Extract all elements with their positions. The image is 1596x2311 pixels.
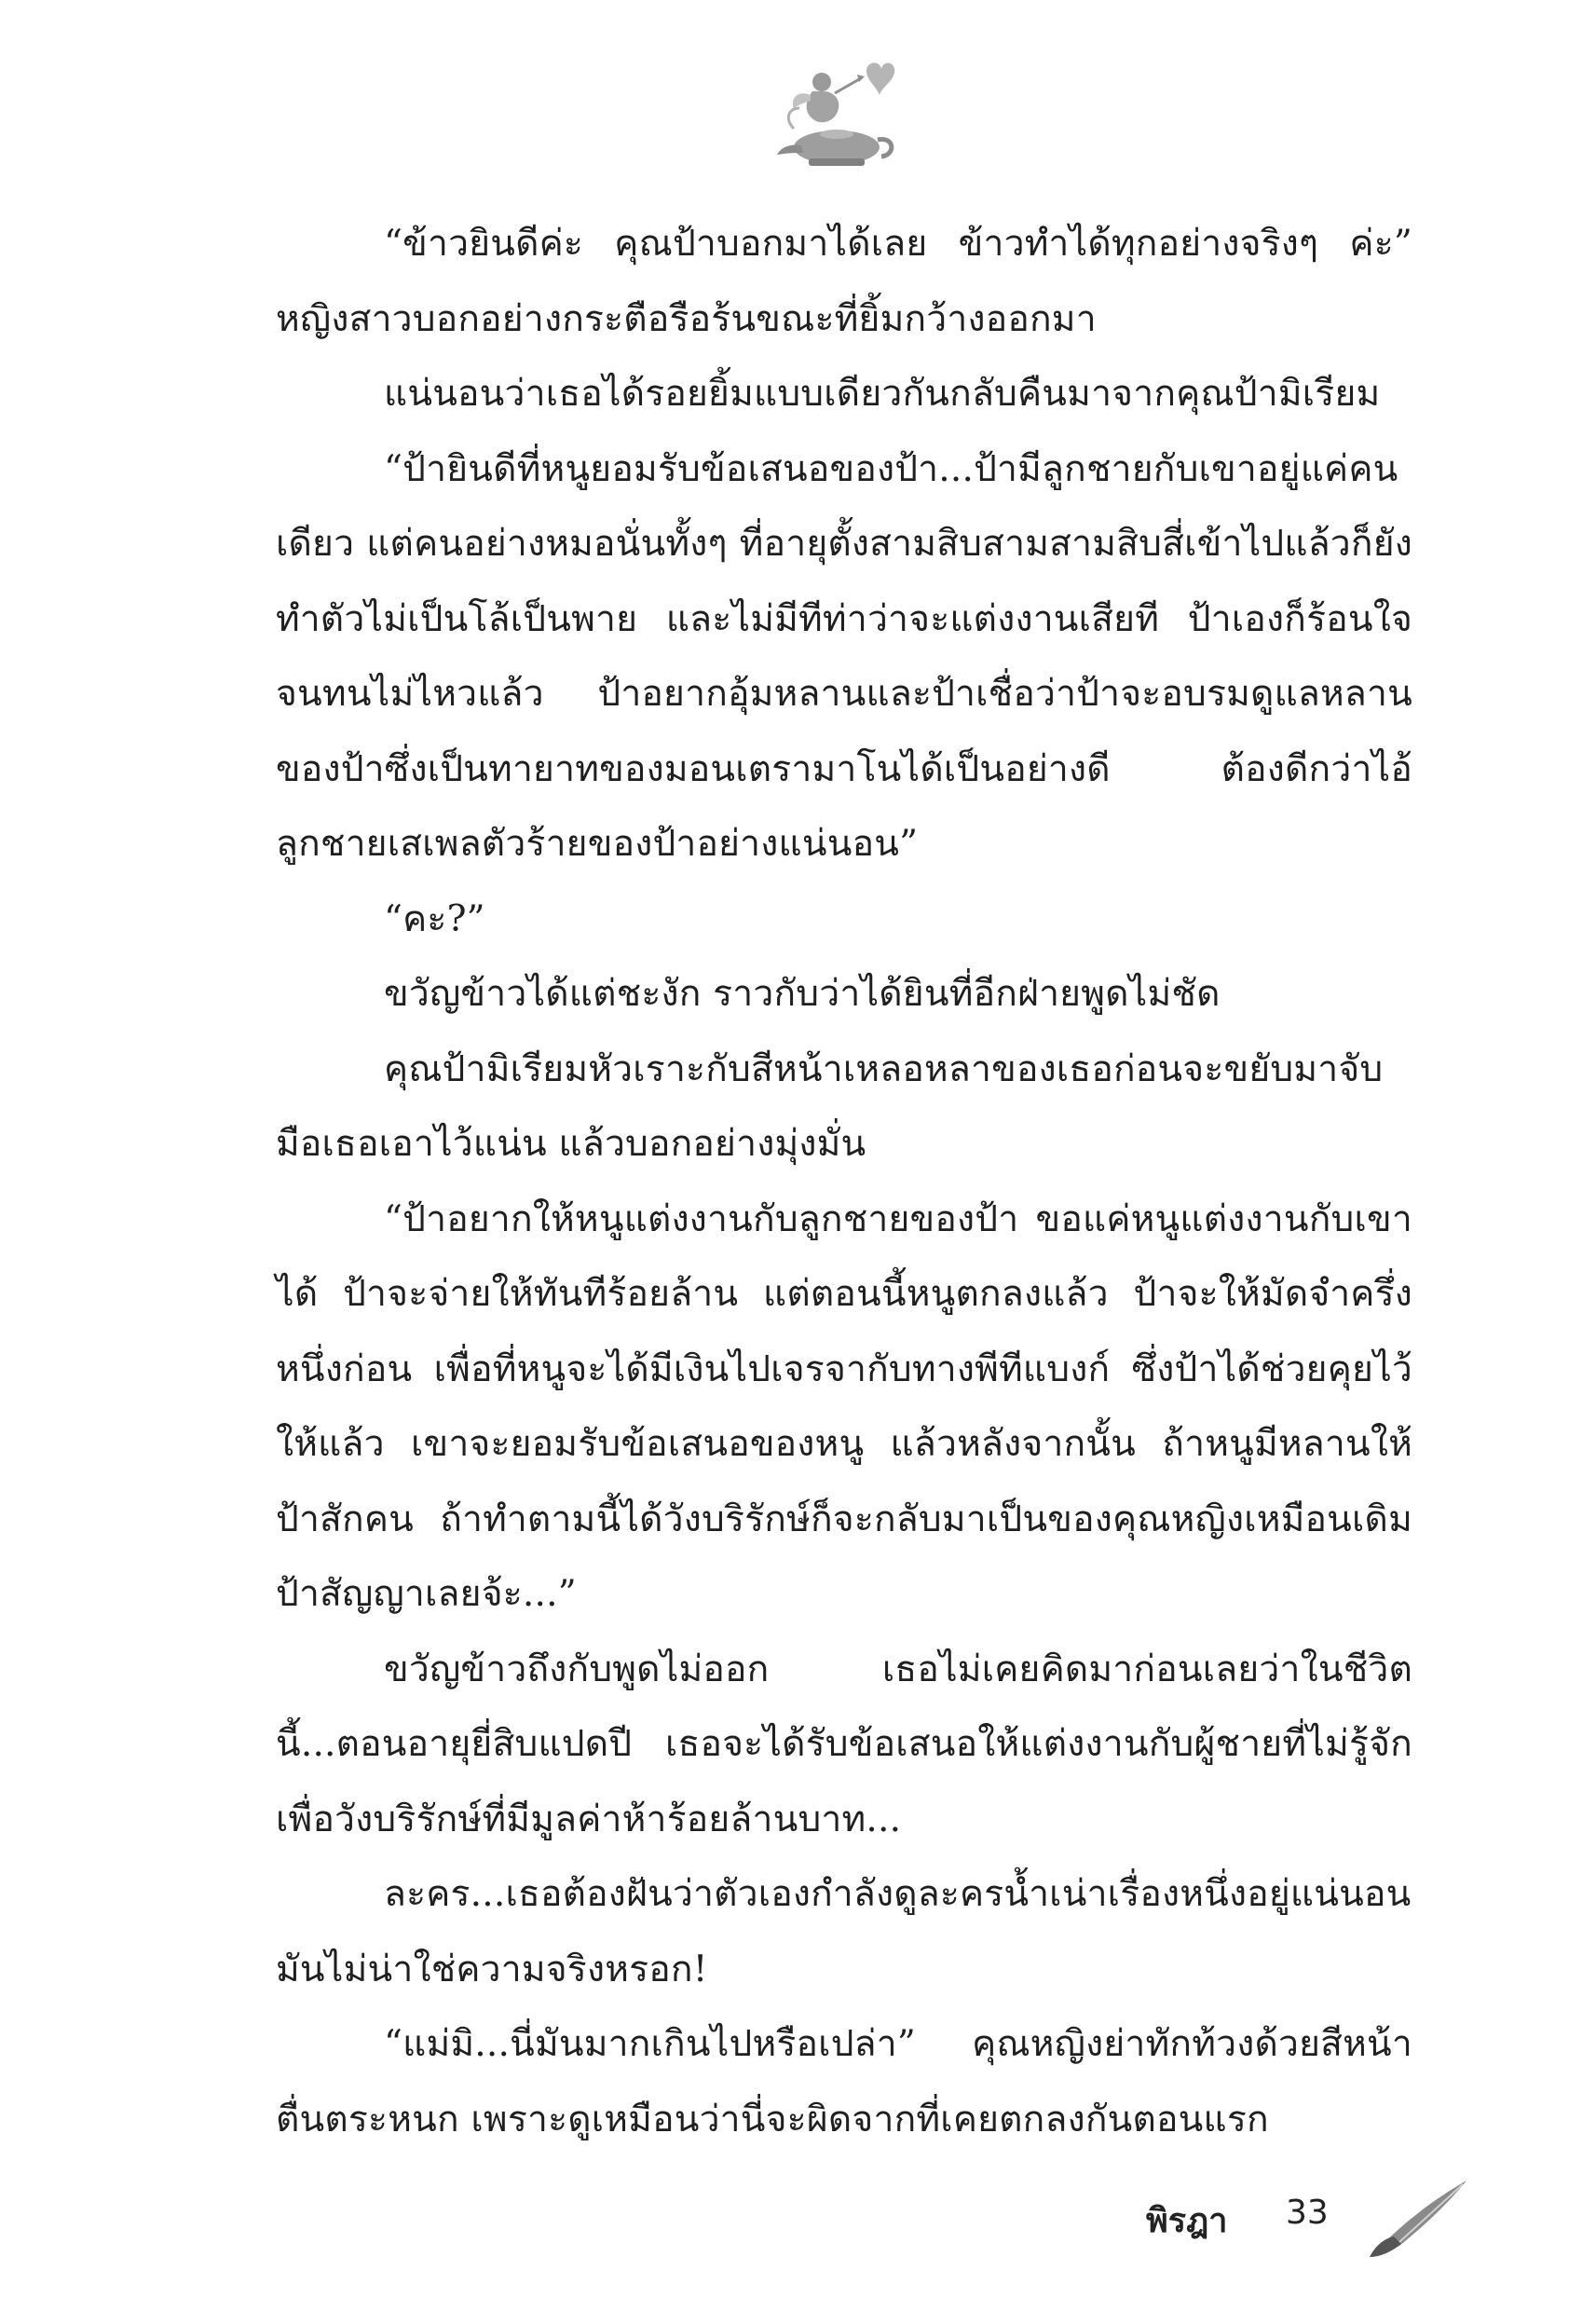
chapter-body [276,207,1412,2157]
paragraph: “คะ?” [384,897,485,940]
paragraph: ละคร...เธอต้องฝันว่าตัวเองกำลังดูละครน้ำเน่าเรื่องหนึ่งอยู่แน่นอน มันไม่น่าใช่ความจริงหรอก! [276,1873,1412,1990]
page-footer [1146,2171,1463,2264]
paragraph: ขวัญข้าวได้แต่ชะงัก ราวกับว่าได้ยินที่อีกฝ่ายพูดไม่ชัด [384,973,1221,1015]
paragraph: “ป้าอยากให้หนูแต่งงานกับลูกชายของป้า ขอแค่หนูแต่งงานกับเขาได้ ป้าจะจ่ายให้ทันทีร้อยล้าน แต่ตอนนี้หนูตกลงแล้ว ป้าจะให้มัดจำครึ่งหนึ่งก่อน เพื่อที่หนูจะได้มีเงินไปเจรจากับทางพีทีแบงก์ ซึ่งป้าได้ช่วยคุยไว้ให้แล้ว เขาจะยอมรับข้อเสนอของหนู แล้วหลังจากนั้น ถ้าหนูมีหลานให้ป้าสักคน ถ้าทำตามนี้ได้วังบริรักษ์ก็จะกลับมาเป็นของคุณหญิงเหมือนเดิม ป้าสัญญาเลยจ้ะ...” [276,1197,1412,1615]
paragraph: คุณป้ามิเรียมหัวเราะกับสีหน้าเหลอหลาของเธอก่อนจะขยับมาจับมือเธอเอาไว้แน่น แล้วบอกอย่างมุ่งมั่น [276,1047,1384,1165]
knife-icon [1362,2171,1474,2264]
cupid-teapot-logo-icon [757,54,915,175]
page-number: 33 [1286,2194,1329,2232]
paragraph: “ป้ายินดีที่หนูยอมรับข้อเสนอของป้า...ป้ามีลูกชายกับเขาอยู่แค่คนเดียว แต่คนอย่างหมอนั่นทั้งๆ ที่อายุตั้งสามสิบสามสามสิบสี่เข้าไปแล้วก็ยังทำตัวไม่เป็นโล้เป็นพาย และไม่มีทีท่าว่าจะแต่งงานเสียที ป้าเองก็ร้อนใจจนทนไม่ไหวแล้ว ป้าอยากอุ้มหลานและป้าเชื่อว่าป้าจะอบรมดูแลหลานของป้าซึ่งเป็นทายาทของมอนเตรามาโนได้เป็นอย่างดี ต้องดีกว่าไอ้ลูกชายเสเพลตัวร้ายของป้าอย่างแน่นอน” [276,447,1412,865]
paragraph: “แม่มิ...นี่มันมากเกินไปหรือเปล่า” คุณหญิงย่าทักท้วงด้วยสีหน้าตื่นตระหนก เพราะดูเหมือนว่านี่จะผิดจากที่เคยตกลงกันตอนแรก [276,2023,1412,2140]
paragraph: แน่นอนว่าเธอได้รอยยิ้มแบบเดียวกันกลับคืนมาจากคุณป้ามิเรียม [384,373,1381,415]
paragraph: “ข้าวยินดีค่ะ คุณป้าบอกมาได้เลย ข้าวทำได้ทุกอย่างจริงๆ ค่ะ” หญิงสาวบอกอย่างกระตือรือร้นขณะที่ยิ้มกว้างออกมา [276,223,1412,340]
author-name: พิรฎา [1146,2202,1228,2240]
paragraph: ขวัญข้าวถึงกับพูดไม่ออก เธอไม่เคยคิดมาก่อนเลยว่าในชีวิตนี้...ตอนอายุยี่สิบแปดปี เธอจะได้รับข้อเสนอให้แต่งงานกับผู้ชายที่ไม่รู้จัก เพื่อวังบริรักษ์ที่มีมูลค่าห้าร้อยล้านบาท... [276,1648,1412,1840]
